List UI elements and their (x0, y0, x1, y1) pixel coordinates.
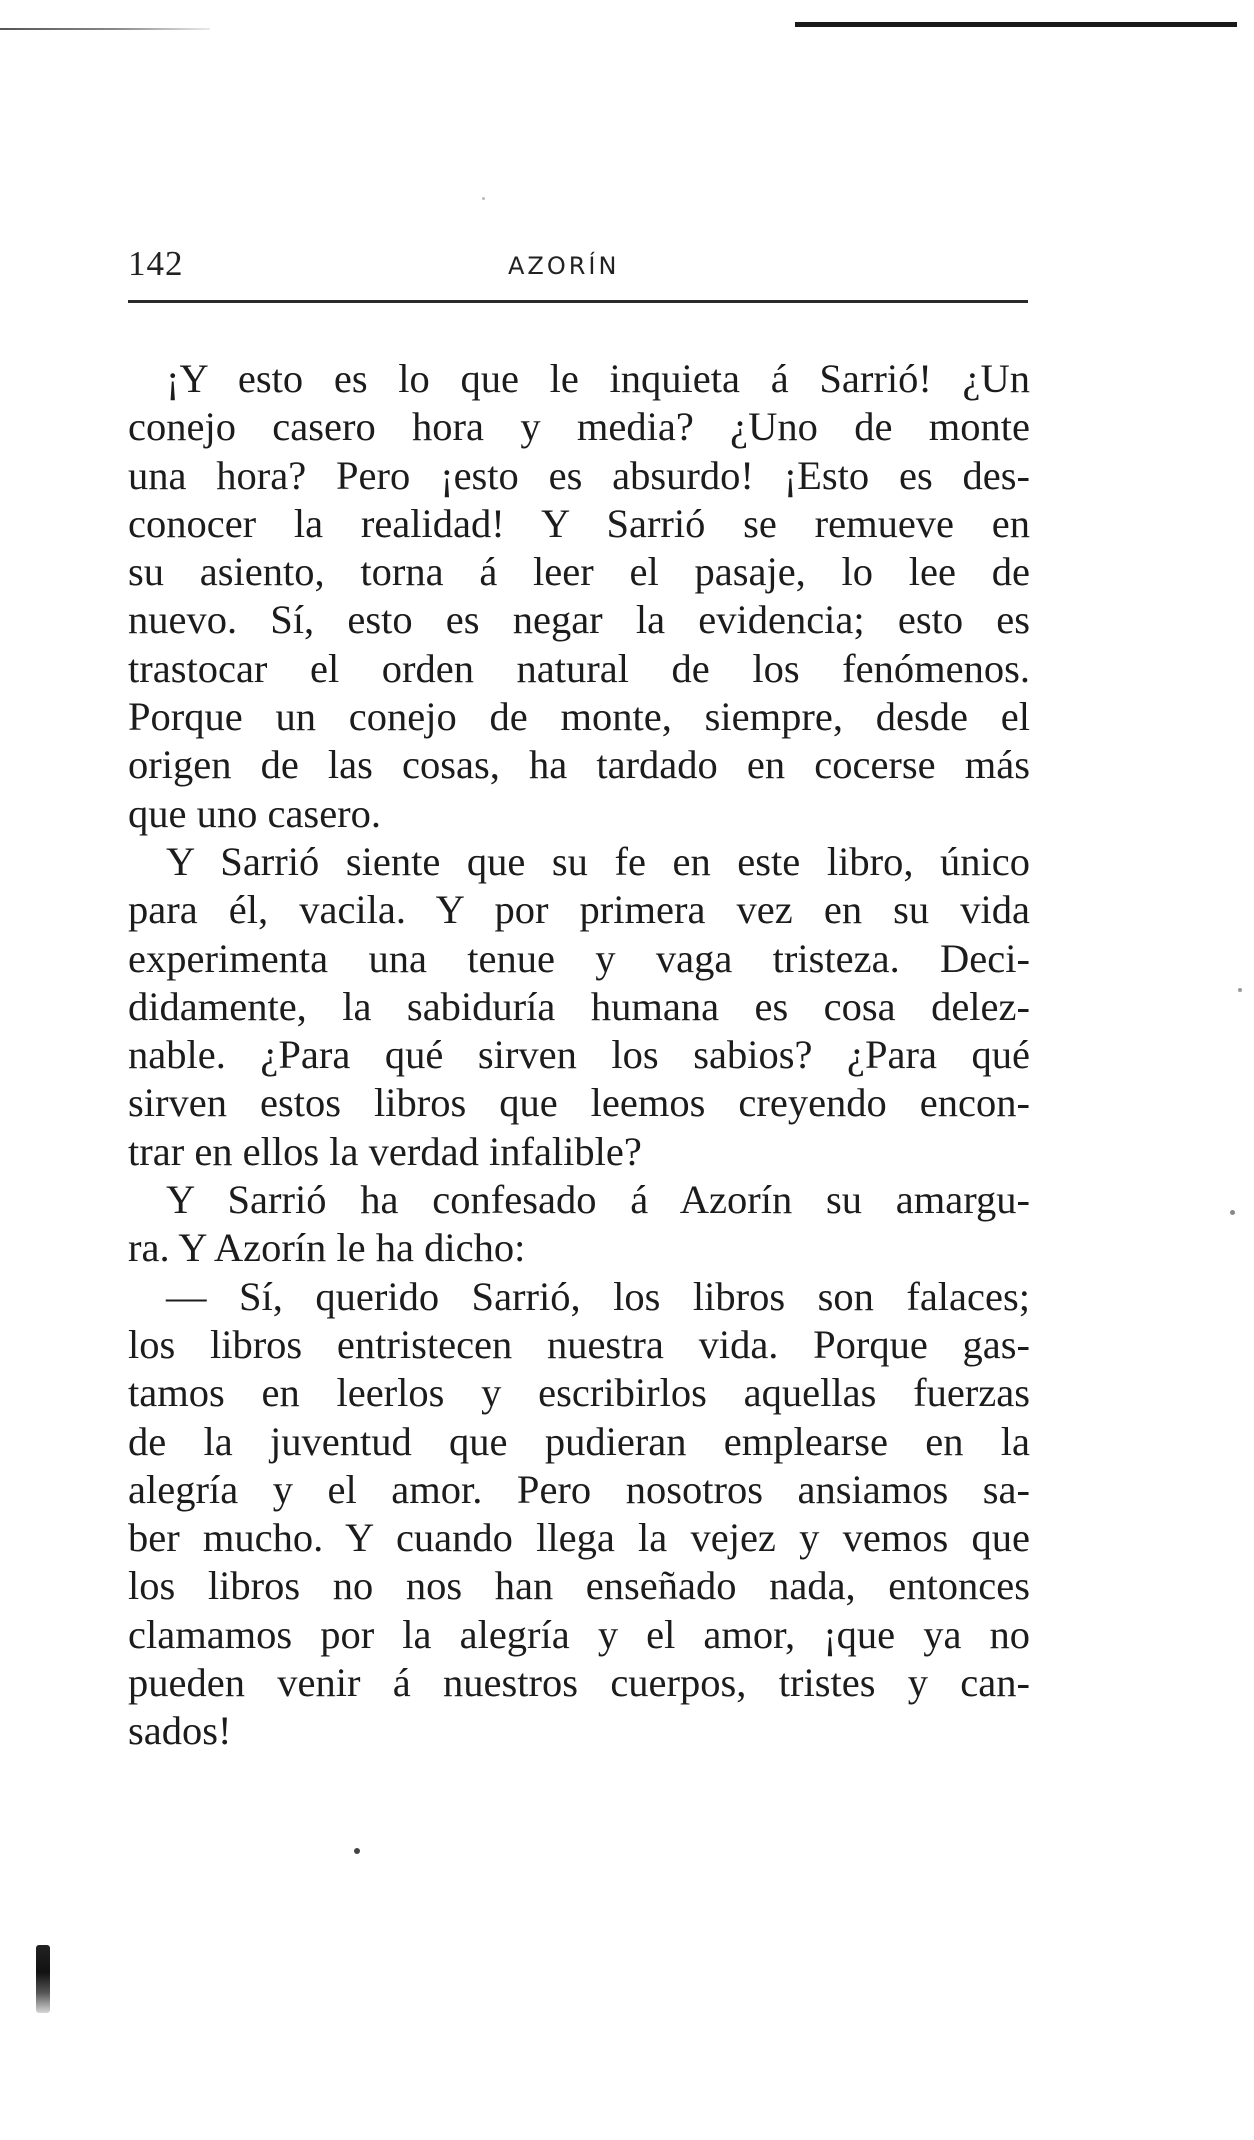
body-text (128, 355, 1030, 1756)
text-line: alegría y el amor. Pero nosotros ansiamos sa- (128, 1466, 1030, 1512)
text-line: experimenta una tenue y vaga tristeza. Deci- (128, 935, 1030, 981)
ink-speck (482, 197, 485, 200)
text-line: sados! (128, 1708, 232, 1754)
running-head: AZORÍN (508, 252, 620, 280)
text-line: tamos en leerlos y escribirlos aquellas fuerzas (128, 1370, 1030, 1416)
text-line: Porque un conejo de monte, siempre, desde el (128, 694, 1030, 740)
text-line: sirven estos libros que leemos creyendo encon- (128, 1080, 1030, 1126)
text-line: nuevo. Sí, esto es negar la evidencia; esto es (128, 597, 1030, 643)
binding-mark (36, 1945, 50, 2013)
text-line: clamamos por la alegría y el amor, ¡que ya no (128, 1611, 1030, 1657)
text-line: nable. ¿Para qué sirven los sabios? ¿Para qué (128, 1032, 1030, 1078)
text-line: didamente, la sabiduría humana es cosa delez- (128, 983, 1030, 1029)
text-line: que uno casero. (128, 790, 382, 836)
ink-speck (1238, 988, 1242, 992)
ink-speck (1230, 1210, 1235, 1215)
text-line: de la juventud que pudieran emplearse en la (128, 1418, 1030, 1464)
text-line: origen de las cosas, ha tardado en cocerse más (128, 742, 1030, 788)
text-line: — Sí, querido Sarrió, los libros son falaces; (166, 1273, 1030, 1319)
text-line: los libros no nos han enseñado nada, entonces (128, 1563, 1030, 1609)
text-line: ¡Y esto es lo que le inquieta á Sarrió! ¿Un (166, 356, 1030, 401)
text-line: para él, vacila. Y por primera vez en su vida (128, 887, 1030, 933)
page-header (128, 240, 1028, 290)
text-line: pueden venir á nuestros cuerpos, tristes y can- (128, 1660, 1030, 1706)
scan-edge-rule-left (0, 28, 210, 30)
scan-edge-rule-right (795, 22, 1237, 27)
text-line: conocer la realidad! Y Sarrió se remueve en (128, 500, 1030, 546)
text-line: ra. Y Azorín le ha dicho: (128, 1225, 526, 1271)
text-line: su asiento, torna á leer el pasaje, lo lee de (128, 549, 1030, 595)
text-line: Y Sarrió siente que su fe en este libro, único (166, 838, 1030, 884)
text-line: Y Sarrió ha confesado á Azorín su amargu- (166, 1177, 1030, 1223)
text-line: una hora? Pero ¡esto es absurdo! ¡Esto es des- (128, 452, 1030, 498)
text-line: trastocar el orden natural de los fenómenos. (128, 645, 1030, 691)
text-line: trar en ellos la verdad infalible? (128, 1128, 642, 1174)
ink-speck (354, 1848, 360, 1854)
text-line: los libros entristecen nuestra vida. Porque gas- (128, 1321, 1030, 1367)
page-number: 142 (128, 244, 184, 283)
text-line: ber mucho. Y cuando llega la vejez y vemos que (128, 1515, 1030, 1561)
text-line: conejo casero hora y media? ¿Uno de monte (128, 404, 1030, 450)
header-rule (128, 300, 1028, 303)
